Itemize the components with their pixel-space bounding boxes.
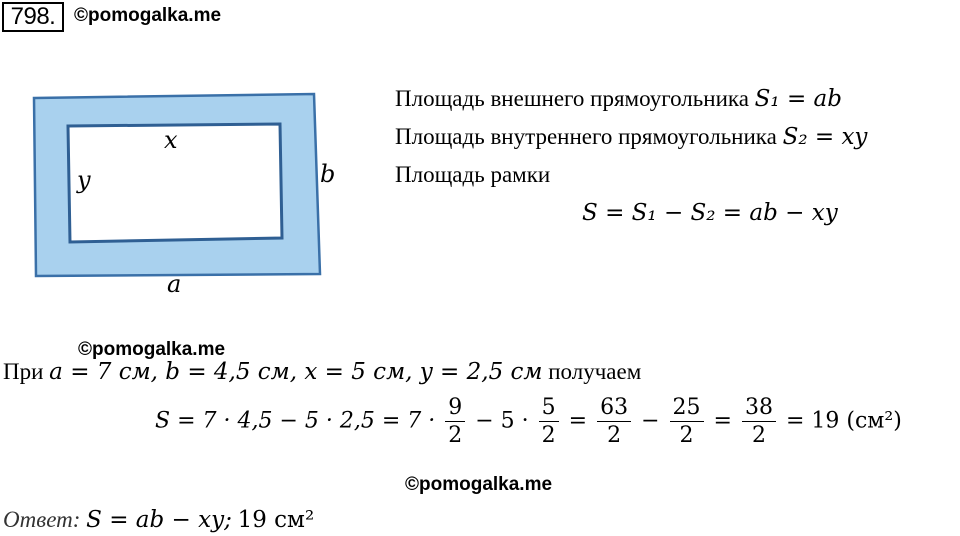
- fraction-numerator: 25: [670, 394, 704, 422]
- calc-minus-2: −: [641, 408, 660, 434]
- fraction-numerator: 5: [539, 394, 559, 422]
- frame-diagram: [30, 90, 330, 280]
- given-line: [3, 359, 641, 385]
- given-suffix: получаем: [548, 359, 642, 384]
- fraction-numerator: 38: [742, 394, 776, 422]
- watermark-bottom: ©pomogalka.me: [405, 474, 553, 495]
- watermark-top: ©pomogalka.me: [74, 5, 222, 26]
- fraction-38-2: [742, 394, 776, 449]
- calc-equals-2: =: [713, 408, 732, 434]
- label-x: x: [164, 126, 178, 154]
- answer-line: [3, 507, 314, 533]
- fraction-denominator: 2: [448, 423, 463, 448]
- answer-formula: S = ab − xy;: [86, 507, 232, 533]
- fraction-denominator: 2: [751, 423, 766, 448]
- label-y: y: [77, 166, 91, 194]
- given-prefix: При: [3, 359, 44, 384]
- frame-area-formula: S = S₁ − S₂ = ab − xy: [582, 200, 838, 226]
- calc-result: = 19 (см²): [785, 408, 902, 434]
- calculation-line: [155, 394, 902, 449]
- calc-minus-1: − 5 ·: [475, 408, 529, 434]
- fraction-denominator: 2: [541, 423, 556, 448]
- outer-area-line: [395, 86, 842, 112]
- label-b: b: [320, 160, 336, 188]
- watermark-middle: ©pomogalka.me: [78, 339, 226, 360]
- calc-equals-1: =: [568, 408, 588, 434]
- label-a: a: [167, 270, 182, 298]
- fraction-63-2: [597, 394, 631, 449]
- inner-area-text: Площадь внутреннего прямоугольника: [395, 124, 777, 149]
- inner-area-line: [395, 124, 867, 150]
- fraction-9-2: [445, 394, 465, 449]
- answer-value: 19 см²: [237, 507, 315, 533]
- calc-lhs: S = 7 · 4,5 − 5 · 2,5 = 7 ·: [155, 408, 436, 434]
- fraction-numerator: 9: [445, 394, 465, 422]
- answer-label: Ответ:: [3, 507, 81, 532]
- fraction-numerator: 63: [597, 394, 631, 422]
- inner-area-formula: S₂ = xy: [782, 124, 868, 150]
- outer-area-formula: S₁ = ab: [754, 86, 842, 112]
- fraction-5-2: [539, 394, 559, 449]
- outer-area-text: Площадь внешнего прямоугольника: [395, 86, 749, 111]
- problem-number: 798.: [2, 2, 64, 32]
- given-values: a = 7 см, b = 4,5 см, x = 5 см, y = 2,5 см: [49, 359, 543, 385]
- frame-area-text: Площадь рамки: [395, 162, 551, 187]
- fraction-denominator: 2: [607, 423, 622, 448]
- fraction-25-2: [670, 394, 704, 449]
- fraction-denominator: 2: [679, 423, 694, 448]
